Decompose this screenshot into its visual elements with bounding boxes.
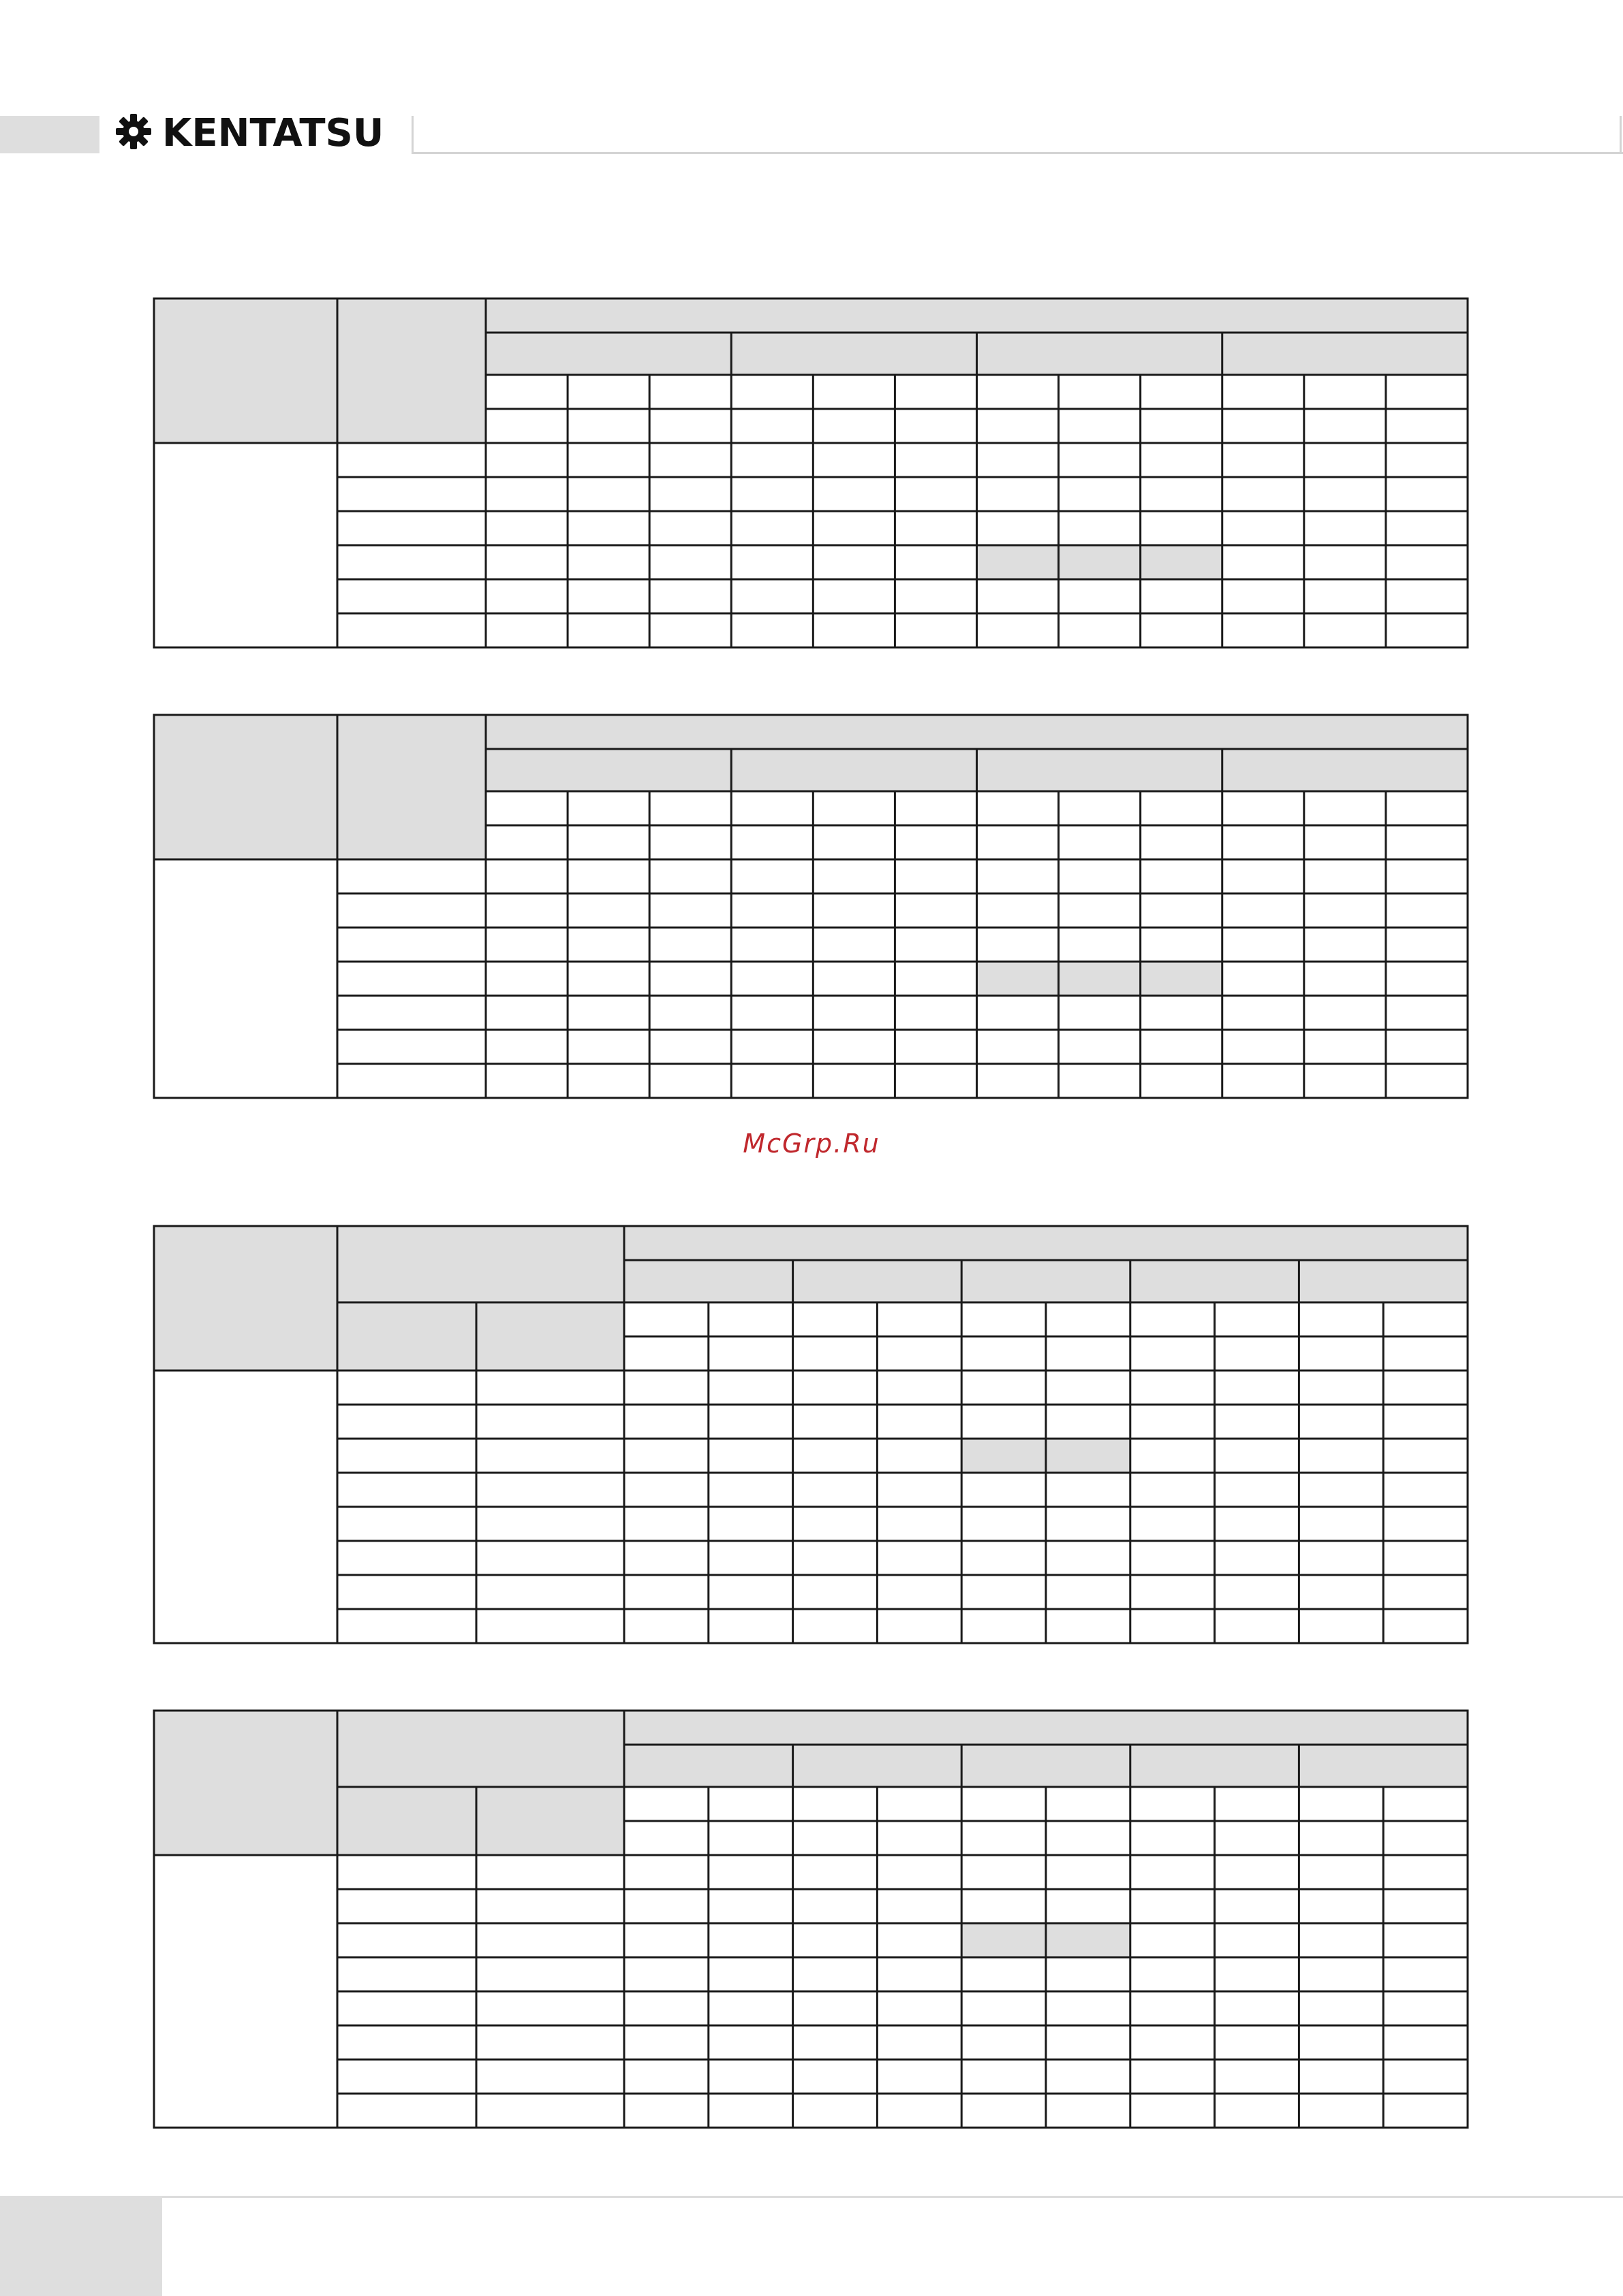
highlighted-cell — [1141, 962, 1222, 996]
header-divider-right — [1620, 116, 1622, 154]
brand-name: KENTATSU — [162, 110, 384, 155]
footer-gray-block — [0, 2196, 162, 2296]
highlighted-cell — [1046, 1923, 1130, 1957]
brand-logo — [114, 109, 384, 157]
header-block-top — [624, 1711, 1468, 1787]
highlighted-cell — [1059, 545, 1141, 579]
spec-table-2 — [154, 715, 1468, 1098]
highlighted-cell — [961, 1439, 1046, 1473]
watermark-text: McGrp.Ru — [743, 1129, 880, 1159]
spec-table-1 — [154, 299, 1468, 647]
header-block-top — [624, 1226, 1468, 1302]
header-divider — [412, 116, 414, 154]
header-block-left — [154, 715, 486, 859]
header-block-left — [154, 1711, 624, 1855]
highlighted-cell — [961, 1923, 1046, 1957]
spec-table-4 — [154, 1711, 1468, 2128]
footer-rule — [162, 2196, 1623, 2198]
spec-table-3 — [154, 1226, 1468, 1643]
highlighted-cell — [1141, 545, 1222, 579]
header-block-left — [154, 299, 486, 443]
highlighted-cell — [1059, 962, 1141, 996]
highlighted-cell — [977, 962, 1059, 996]
highlighted-cell — [1046, 1439, 1130, 1473]
header-block-left — [154, 1226, 624, 1371]
header-rule — [412, 152, 1623, 154]
highlighted-cell — [977, 545, 1059, 579]
header-gray-block — [0, 116, 99, 153]
gear-icon — [114, 112, 153, 153]
